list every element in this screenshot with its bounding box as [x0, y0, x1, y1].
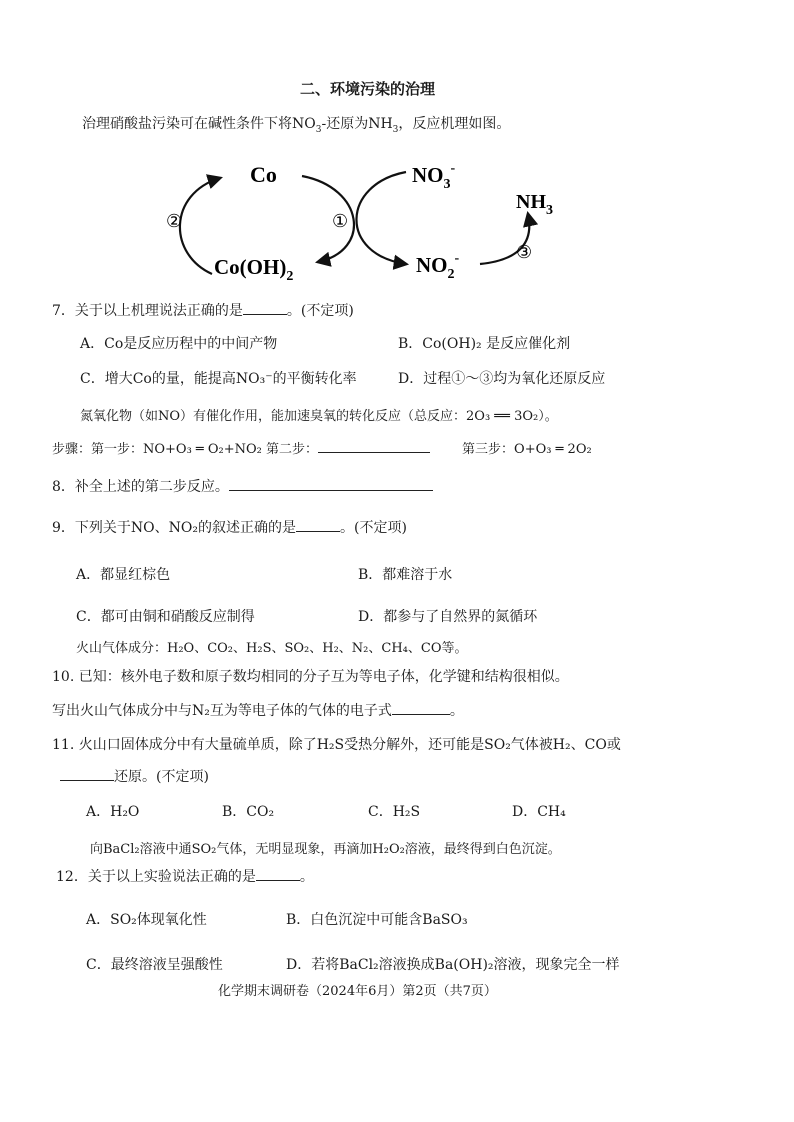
q9-answer-blank[interactable]: [296, 519, 340, 532]
q11-line1: 11. 火山口固体成分中有大量硫单质，除了H₂S受热分解外，还可能是SO₂气体被H₂、CO或: [52, 737, 621, 753]
q10-answer-blank[interactable]: [392, 702, 450, 715]
q9-stem: 9．下列关于NO、NO₂的叙述正确的是 。(不定项): [52, 520, 407, 536]
step1-marker: ①: [332, 211, 349, 231]
q12-answer-blank[interactable]: [256, 868, 300, 881]
q8-stem: 8．补全上述的第二步反应。: [52, 476, 433, 496]
q10-line2: 写出火山气体成分中与N₂互为等电子体的气体的电子式 。: [52, 703, 464, 719]
q11-option-d: D．CH₄: [512, 804, 566, 820]
nox-steps: 步骤：第一步：NO+O₃ ═ O₂+NO₂ 第二步： 第三步：O+O₃ ═ 2O₂: [52, 442, 592, 457]
q11-option-c: C．H₂S: [368, 804, 421, 820]
page-footer: 化学期末调研卷（2024年6月）第2页（共7页）: [218, 984, 497, 999]
no2-label: $NO_2^-$: [416, 251, 460, 282]
q8-answer-blank[interactable]: [229, 478, 433, 491]
step2-blank[interactable]: [318, 440, 430, 453]
q11-option-b: B．CO₂: [222, 804, 275, 820]
nh3-label: $NH_3$: [516, 191, 553, 218]
no3-to-no2-arrow: [356, 172, 406, 264]
q7-option-b: B．Co(OH)₂ 是反应催化剂: [398, 336, 571, 352]
q11-option-a: A．H₂O: [86, 804, 140, 820]
experiment-text: 向BaCl₂溶液中通SO₂气体，无明显现象，再滴加H₂O₂溶液，最终得到白色沉淀。: [90, 842, 561, 857]
cooh2-label: $Co(OH)_2$: [214, 255, 294, 284]
q9-option-d: D．都参与了自然界的氮循环: [358, 609, 538, 625]
q12-option-b: B．白色沉淀中可能含BaSO₃: [286, 912, 468, 928]
step3-marker: ③: [516, 242, 533, 262]
q12-option-c: C．最终溶液呈强酸性: [86, 957, 223, 973]
q7-option-c: C．增大Co的量，能提高NO₃⁻的平衡转化率: [80, 371, 357, 387]
q11-line2: 还原。(不定项): [60, 766, 209, 786]
co-label: Co: [250, 162, 277, 187]
q9-option-b: B．都难溶于水: [358, 567, 453, 583]
q9-option-c: C．都可由铜和硝酸反应制得: [76, 609, 255, 625]
q7-answer-blank[interactable]: [243, 302, 287, 315]
section-intro: 治理硝酸盐污染可在碱性条件下将$NO_3-$还原为$NH_3$，反应机理如图。: [82, 116, 511, 135]
q7-option-d: D．过程①～③均为氧化还原反应: [398, 371, 606, 387]
q11-answer-blank[interactable]: [60, 768, 114, 781]
no3-label: $NO_3^-$: [412, 161, 456, 192]
q7-stem: 7．关于以上机理说法正确的是 。(不定项): [52, 303, 354, 319]
q9-option-a: A．都显红棕色: [76, 567, 171, 583]
volcano-gases: 火山气体成分：H₂O、CO₂、H₂S、SO₂、H₂、N₂、CH₄、CO等。: [76, 641, 468, 656]
q12-stem: 12．关于以上实验说法正确的是 。: [56, 869, 314, 885]
q12-option-a: A．SO₂体现氧化性: [86, 912, 207, 928]
section-title: 二、环境污染的治理: [300, 80, 436, 98]
nox-intro: 氮氧化物（如NO）有催化作用，能加速臭氧的转化反应（总反应：2O₃ ══ 3O₂）。: [80, 409, 558, 424]
step2-marker: ②: [166, 211, 183, 231]
q12-option-d: D．若将BaCl₂溶液换成Ba(OH)₂溶液，现象完全一样: [286, 957, 620, 973]
q7-option-a: A．Co是反应历程中的中间产物: [80, 336, 278, 352]
q10-line1: 10. 已知：核外电子数和原子数均相同的分子互为等电子体，化学键和结构很相似。: [52, 669, 569, 685]
mechanism-diagram: [150, 150, 600, 290]
